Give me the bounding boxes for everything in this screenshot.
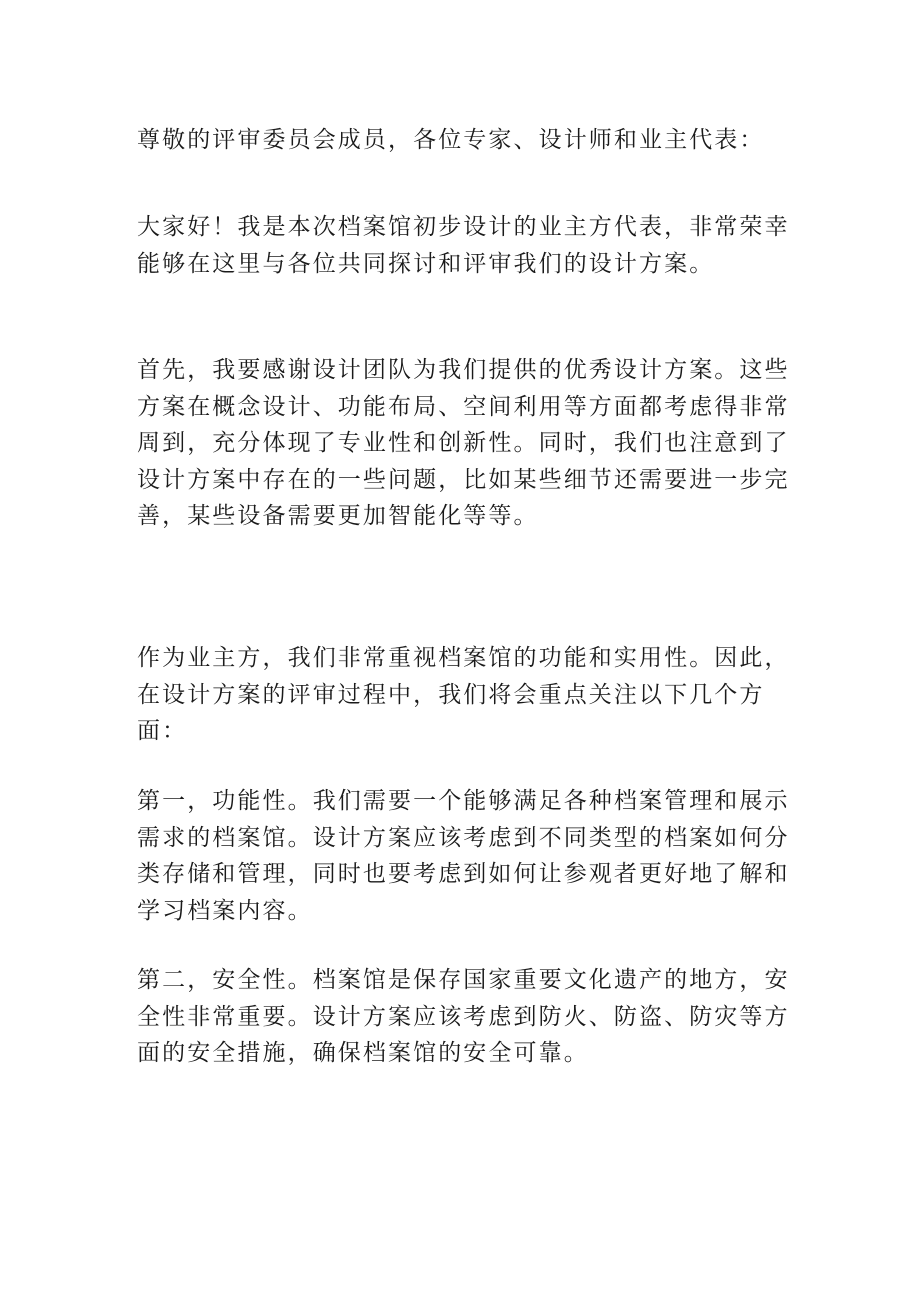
salutation-paragraph: 尊敬的评审委员会成员，各位专家、设计师和业主代表：	[137, 127, 765, 153]
thanks-paragraph: 首先，我要感谢设计团队为我们提供的优秀设计方案。这些方案在概念设计、功能布局、空间利用等方面都考虑得非常周到，充分体现了专业性和创新性。同时，我们也注意到了设计方案中存在的一些问题，比如某些细节还需要进一步完善，某些设备需要更加智能化等等。	[137, 357, 790, 529]
focus-intro-paragraph: 作为业主方，我们非常重视档案馆的功能和实用性。因此，在设计方案的评审过程中，我们将会重点关注以下几个方面：	[137, 645, 790, 744]
functionality-paragraph: 第一，功能性。我们需要一个能够满足各种档案管理和展示需求的档案馆。设计方案应该考虑到不同类型的档案如何分类存储和管理，同时也要考虑到如何让参观者更好地了解和学习档案内容。	[137, 788, 790, 924]
greeting-paragraph: 大家好！我是本次档案馆初步设计的业主方代表，非常荣幸能够在这里与各位共同探讨和评审我们的设计方案。	[137, 214, 790, 277]
security-paragraph: 第二，安全性。档案馆是保存国家重要文化遗产的地方，安全性非常重要。设计方案应该考虑到防火、防盗、防灾等方面的安全措施，确保档案馆的安全可靠。	[137, 967, 790, 1066]
